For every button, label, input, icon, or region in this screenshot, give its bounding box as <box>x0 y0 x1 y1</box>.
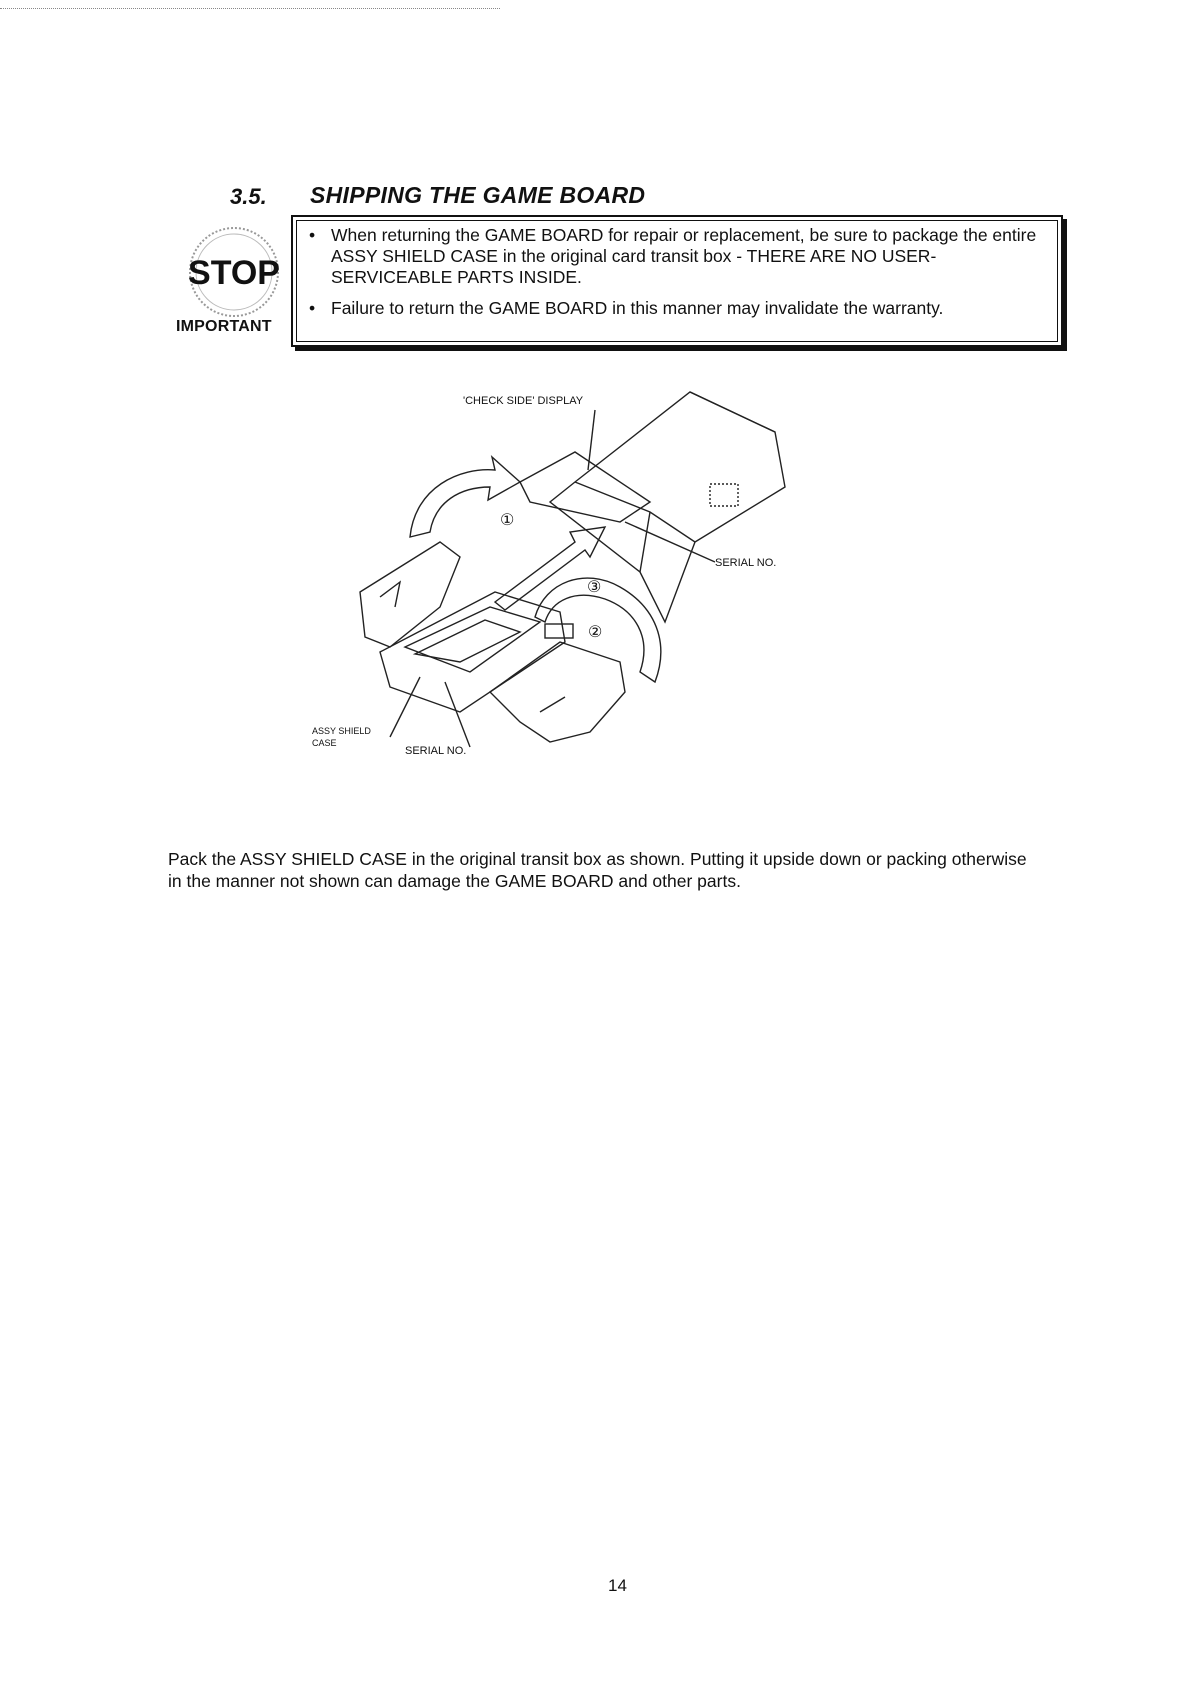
warning-box <box>291 215 1063 347</box>
warning-item <box>307 225 1049 288</box>
stop-word: STOP <box>188 254 280 292</box>
serial-no-case-label: SERIAL NO. <box>405 745 467 757</box>
step-1-marker: ① <box>500 512 515 529</box>
transit-box <box>550 392 785 622</box>
warning-text: Failure to return the GAME BOARD in this manner may invalidate the warranty. <box>331 298 944 318</box>
step-3-marker: ③ <box>587 579 602 596</box>
bullet-icon: • <box>309 225 316 245</box>
warning-list <box>307 225 1049 329</box>
warning-item <box>307 298 1049 319</box>
important-label: IMPORTANT <box>176 318 272 335</box>
check-side-label: 'CHECK SIDE' DISPLAY <box>463 395 584 407</box>
scan-artifact-line <box>0 8 500 9</box>
serial-no-box-label: SERIAL NO. <box>715 557 777 569</box>
stop-sign-icon <box>176 222 294 322</box>
assy-shield-label-2: CASE <box>312 738 337 748</box>
section-number: 3.5. <box>230 184 267 209</box>
step-2-marker: ② <box>588 624 603 641</box>
assy-shield-label-1: ASSY SHIELD <box>312 726 371 736</box>
packing-diagram <box>312 392 860 812</box>
page-number: 14 <box>608 1576 627 1595</box>
packing-foam-left <box>360 542 460 647</box>
warning-text: When returning the GAME BOARD for repair or replacement, be sure to package the entire ASSY SHIELD CASE in the original card transit box - THERE ARE NO USER-SERVICEABLE PARTS INSIDE. <box>331 225 1037 287</box>
packing-foam-right <box>490 642 625 742</box>
instruction-paragraph: Pack the ASSY SHIELD CASE in the original transit box as shown. Putting it upside down or packing otherwise in the manner not shown can damage the GAME BOARD and other parts. <box>168 849 1027 891</box>
bullet-icon: • <box>309 298 316 318</box>
section-title: SHIPPING THE GAME BOARD <box>310 182 646 208</box>
